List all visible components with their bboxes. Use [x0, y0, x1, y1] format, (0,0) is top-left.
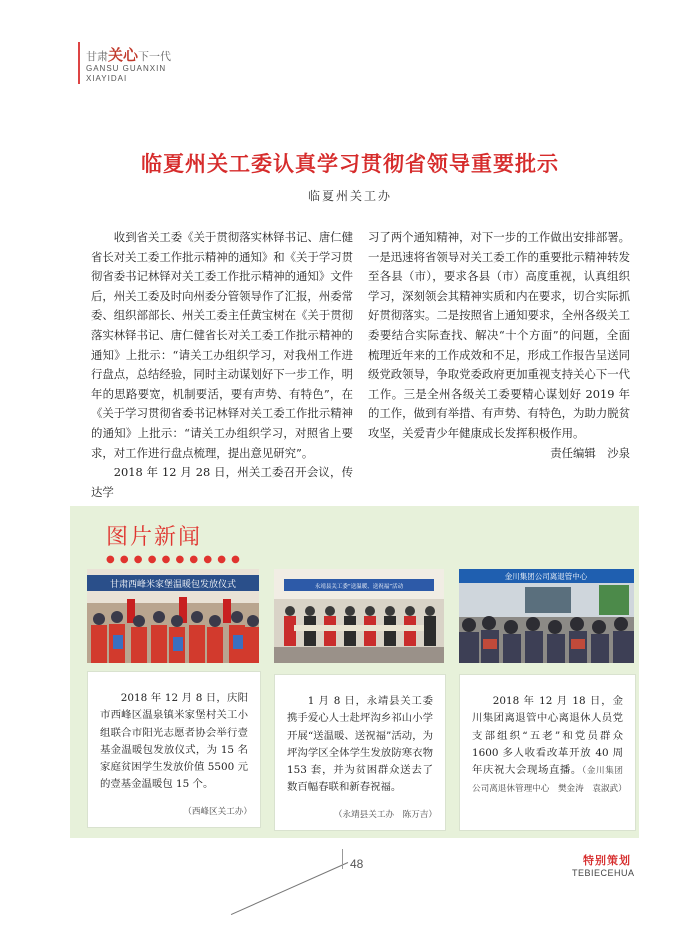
news-caption-card-1 [87, 671, 261, 828]
photo-illustration [459, 569, 634, 663]
logo-chinese [86, 44, 171, 65]
article-author: 临夏州关工办 [307, 189, 392, 203]
news-caption-text [287, 693, 433, 797]
photo-banner-text: 金川集团公司离退管中心 [504, 572, 588, 581]
news-photo-3 [459, 569, 634, 663]
logo-text-a: 甘肃 [86, 50, 108, 63]
news-caption-paragraph: 2018 年 12 月 8 日，庆阳市西峰区温泉镇米家堡村关工小组联合市阳光志愿者协会举行壹基金温暖包发放仪式，为 15 名家庭贫困学生发放价值 5500 元的壹基金温暖包 15 个。 [100, 692, 248, 791]
news-caption-card-2 [274, 674, 446, 831]
article-title: 临夏州关工委认真学习贯彻省领导重要批示 [141, 151, 559, 176]
heading-dots-decoration: ● ● ● ● ● ● ● ● ● ● [106, 554, 241, 565]
news-caption-paragraph: 1 月 8 日，永靖县关工委携手爱心人士赴坪沟乡祁山小学开展“送温暖、送祝福”活动，为坪沟学区全体学生发放防寒衣物 153 套，并为贫困群众送去了数百幅春联和新春祝福。 [287, 695, 433, 794]
logo-divider [78, 42, 80, 84]
article-paragraph: 收到省关工委《关于贯彻落实林铎书记、唐仁健省长对关工委工作批示精神的通知》和《关于学习贯彻省委书记林铎对关工委工作批示精神的通知》文件后，州关工委及时向州委分管领导作了汇报，州委常委、组织部部长、州关工委主任黄宝树在《关于贯彻落实林铎书记、唐仁健省长对关工委工作批示精神的通知》上批示：“请关工办组织学习，对我州工作进行盘点，总结经验，同时主动谋划好下一步工作，明年的思路要宽，机制要活，要有声势、有特色”，在《关于学习贯彻省委书记林铎对关工委工作批示精神的通知》上批示：“请关工办组织学习，对照省上要求，对工作进行盘点梳理，提出意见研究”。 [91, 230, 354, 460]
news-caption-credit: （永靖县关工办 陈万吉） [333, 810, 437, 820]
logo-english-line1: GANSU GUANXIN [86, 64, 167, 73]
picture-news-box [70, 506, 639, 838]
photo-illustration [87, 569, 259, 663]
news-caption-credit: （金川集团公司离退休管理中心 樊金涛 袁淑武） [472, 766, 627, 795]
article-paragraph: 习了两个通知精神，对下一步的工作做出安排部署。一是迅速将省领导对关工委工作的重要批示精神转发至各县（市），要求各县（市）高度重视，认真组织学习，深刻领会其精神实质和内在要求，切合实际抓好贯彻落实。二是按照省上通知要求，全州各级关工委要结合实际查找、解决“十个方面”的问题，全面梳理近年来的工作成效和不足，形成工作报告呈送同级党政领导，争取党委政府更加重视支持关心下一代工作。三是全州各级关工委要精心谋划好 2019 年的工作，做到有举措、有声势、有特色，为助力脱贫攻坚，关爱青少年健康成长发挥积极作用。 [368, 230, 630, 440]
news-caption-card-3 [459, 674, 636, 831]
logo-text-b: 关心 [108, 46, 139, 64]
picture-news-heading: 图片新闻 [106, 525, 203, 550]
news-caption-main: 2018 年 12 月 18 日，金川集团离退管中心离退休人员党支部组织“五老”和党员群众 1600 多人收看改革开放 40 周年庆祝大会现场直播。 [472, 695, 623, 777]
news-photo-2 [274, 569, 444, 663]
photo-illustration [274, 569, 444, 663]
photo-banner-text: 甘肃西峰米家堡温暖包发放仪式 [109, 580, 237, 590]
article-column-left [91, 228, 353, 502]
news-photo-1 [87, 569, 259, 663]
page-number: 48 [350, 857, 364, 871]
news-caption-text [100, 690, 248, 794]
magazine-logo [86, 44, 196, 94]
footer-diagonal-line [231, 862, 348, 915]
logo-english-line2: XIAYIDAI [86, 74, 128, 83]
responsible-editor: 责任编辑 沙泉 [550, 445, 630, 460]
article-paragraph: 2018 年 12 月 28 日，州关工委召开会议，传达学 [91, 465, 353, 499]
news-caption-credit: （西峰区关工办） [183, 807, 252, 817]
logo-text-c: 下一代 [138, 50, 172, 63]
section-name-chinese: 特别策划 [583, 854, 631, 867]
article-column-right [368, 228, 630, 463]
section-name-english: TEBIECEHUA [572, 868, 635, 878]
news-caption-paragraph [472, 693, 627, 799]
news-caption-text [472, 693, 627, 799]
photo-banner-text: 永靖县关工委“送温暖、送祝福”活动 [314, 584, 404, 590]
footer-divider [342, 849, 343, 869]
